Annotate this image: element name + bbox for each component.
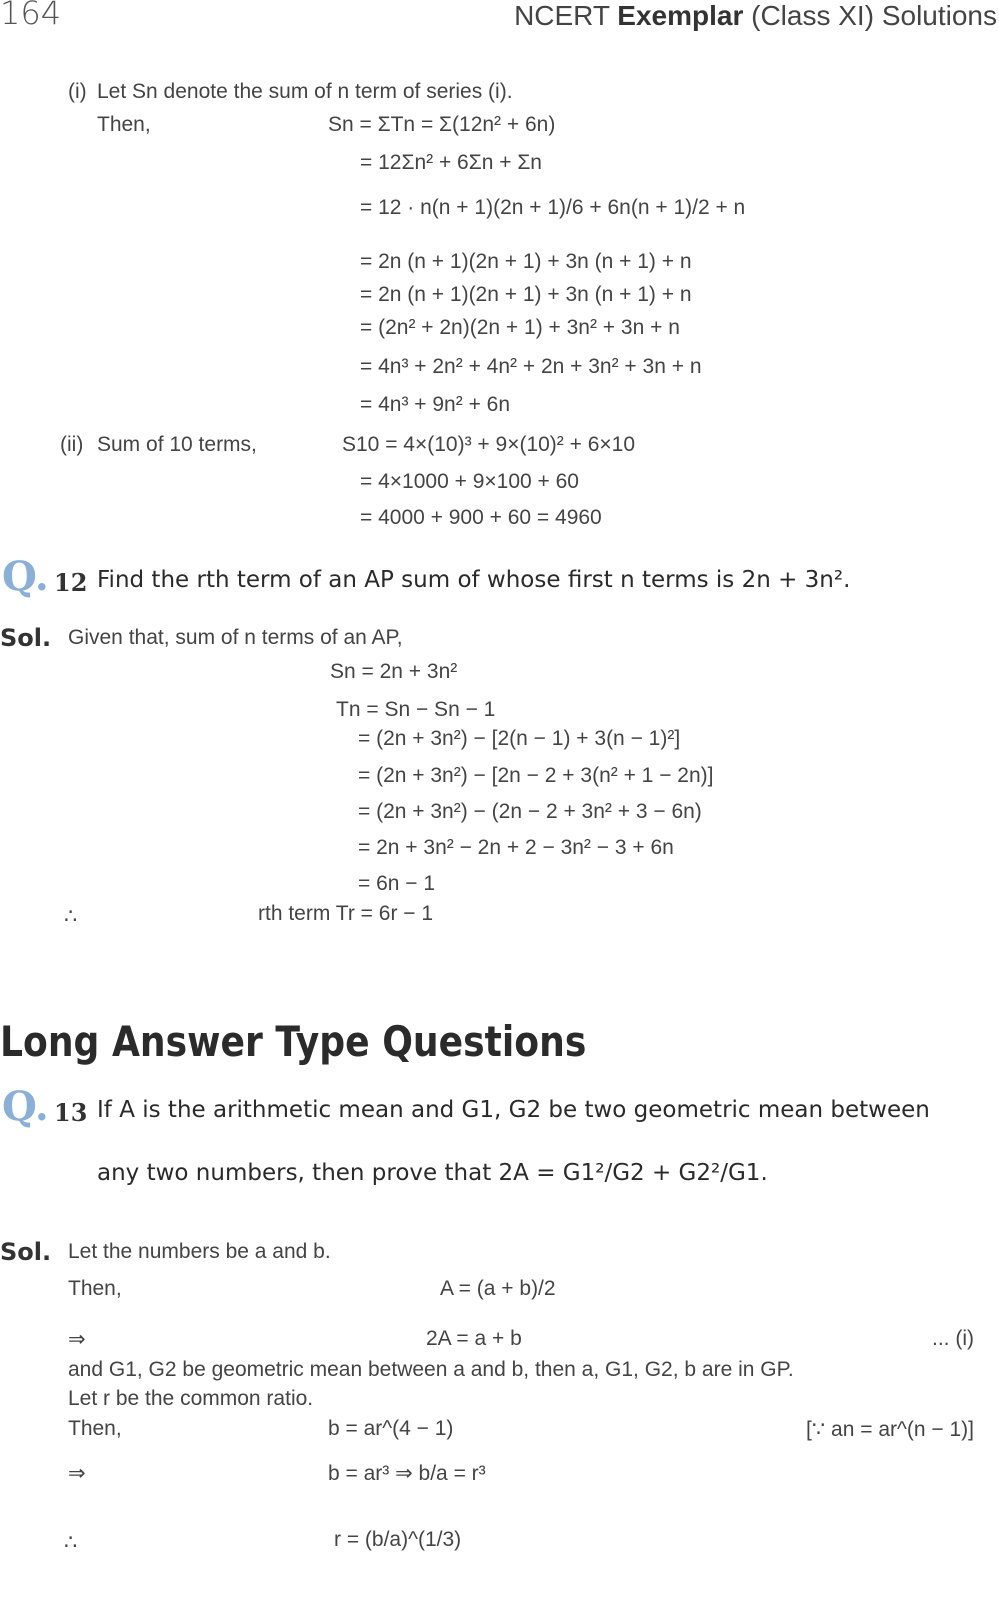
part-i-line-2: = 12Σn² + 6Σn + Σn bbox=[360, 151, 542, 174]
q13-implies-1: ⇒ bbox=[68, 1328, 86, 1351]
q13-then-2: Then, bbox=[68, 1417, 122, 1440]
part-i-then: Then, bbox=[97, 113, 151, 136]
q13-eq-3-note: [∵ an = ar^(n − 1)] bbox=[806, 1418, 974, 1441]
q12-sol-label: Sol. bbox=[0, 624, 52, 652]
part-i-line-3: = 12 · n(n + 1)(2n + 1)/6 + 6n(n + 1)/2 + n bbox=[360, 196, 746, 219]
q12-line-3: = (2n + 3n²) − [2(n − 1) + 3(n − 1)²] bbox=[358, 727, 681, 750]
q13-sol-label: Sol. bbox=[0, 1238, 52, 1266]
q12-conclusion: rth term Tr = 6r − 1 bbox=[258, 902, 434, 925]
q12-line-7: = 6n − 1 bbox=[358, 872, 436, 895]
q12-mark: Q. bbox=[2, 553, 49, 600]
part-i-line-8: = 4n³ + 9n² + 6n bbox=[360, 393, 511, 416]
q12-text: Find the rth term of an AP sum of whose first n terms is 2n + 3n². bbox=[97, 567, 851, 593]
part-ii-line-3: = 4000 + 900 + 60 = 4960 bbox=[360, 506, 602, 529]
part-i-intro: Let Sn denote the sum of n term of series (i). bbox=[97, 80, 513, 103]
q13-number: 13 bbox=[54, 1098, 88, 1127]
q13-text-line-1: If A is the arithmetic mean and G1, G2 be two geometric mean between bbox=[97, 1097, 930, 1123]
q12-line-2: Tn = Sn − Sn − 1 bbox=[336, 698, 496, 721]
book-title-bold: Exemplar bbox=[617, 0, 744, 31]
q12-line-4: = (2n + 3n²) − [2n − 2 + 3(n² + 1 − 2n)] bbox=[358, 764, 714, 787]
q13-eq-1: A = (a + b)/2 bbox=[440, 1277, 556, 1300]
q13-mark: Q. bbox=[2, 1083, 49, 1130]
part-i-line-7: = 4n³ + 2n² + 4n² + 2n + 3n² + 3n + n bbox=[360, 355, 702, 378]
q12-line-6: = 2n + 3n² − 2n + 2 − 3n² − 3 + 6n bbox=[358, 836, 674, 859]
book-title-prefix: NCERT bbox=[514, 0, 618, 31]
q13-eq-2: 2A = a + b bbox=[426, 1327, 522, 1350]
q12-line-5: = (2n + 3n²) − (2n − 2 + 3n² + 3 − 6n) bbox=[358, 800, 702, 823]
part-ii-label: (ii) bbox=[60, 433, 84, 456]
q12-number: 12 bbox=[54, 568, 88, 597]
part-i-label: (i) bbox=[68, 80, 87, 103]
q12-given: Given that, sum of n terms of an AP, bbox=[68, 626, 403, 649]
part-i-line-6: = (2n² + 2n)(2n + 1) + 3n² + 3n + n bbox=[360, 316, 680, 339]
part-ii-line-2: = 4×1000 + 9×100 + 60 bbox=[360, 470, 579, 493]
q13-text-line-2: any two numbers, then prove that 2A = G1²/G2 + G2²/G1. bbox=[97, 1160, 768, 1186]
part-i-line-5: = 2n (n + 1)(2n + 1) + 3n (n + 1) + n bbox=[360, 283, 692, 306]
part-i-line-4: = 2n (n + 1)(2n + 1) + 3n (n + 1) + n bbox=[360, 250, 692, 273]
q13-eq-4: b = ar³ ⇒ b/a = r³ bbox=[328, 1462, 486, 1485]
q13-eq-2-tag: ... (i) bbox=[932, 1327, 974, 1350]
q13-eq-5: r = (b/a)^(1/3) bbox=[334, 1528, 462, 1551]
q13-then-1: Then, bbox=[68, 1277, 122, 1300]
book-title-suffix: (Class XI) Solutions bbox=[743, 0, 997, 31]
q13-sol-line-3: Let r be the common ratio. bbox=[68, 1387, 314, 1410]
q13-sol-line-2: and G1, G2 be geometric mean between a and b, then a, G1, G2, b are in GP. bbox=[68, 1358, 794, 1381]
page-number: 164 bbox=[0, 0, 62, 32]
q13-therefore: ∴ bbox=[64, 1531, 78, 1554]
book-title bbox=[514, 0, 997, 32]
q13-eq-3: b = ar^(4 − 1) bbox=[328, 1417, 454, 1440]
part-i-line-1: Sn = ΣTn = Σ(12n² + 6n) bbox=[328, 113, 556, 136]
q13-sol-line-1: Let the numbers be a and b. bbox=[68, 1240, 331, 1263]
q12-line-1: Sn = 2n + 3n² bbox=[330, 660, 458, 683]
part-ii-line-1: S10 = 4×(10)³ + 9×(10)² + 6×10 bbox=[342, 433, 636, 456]
q13-implies-2: ⇒ bbox=[68, 1462, 86, 1485]
q12-therefore: ∴ bbox=[64, 905, 78, 928]
part-ii-text: Sum of 10 terms, bbox=[97, 433, 257, 456]
section-title: Long Answer Type Questions bbox=[0, 1017, 587, 1066]
